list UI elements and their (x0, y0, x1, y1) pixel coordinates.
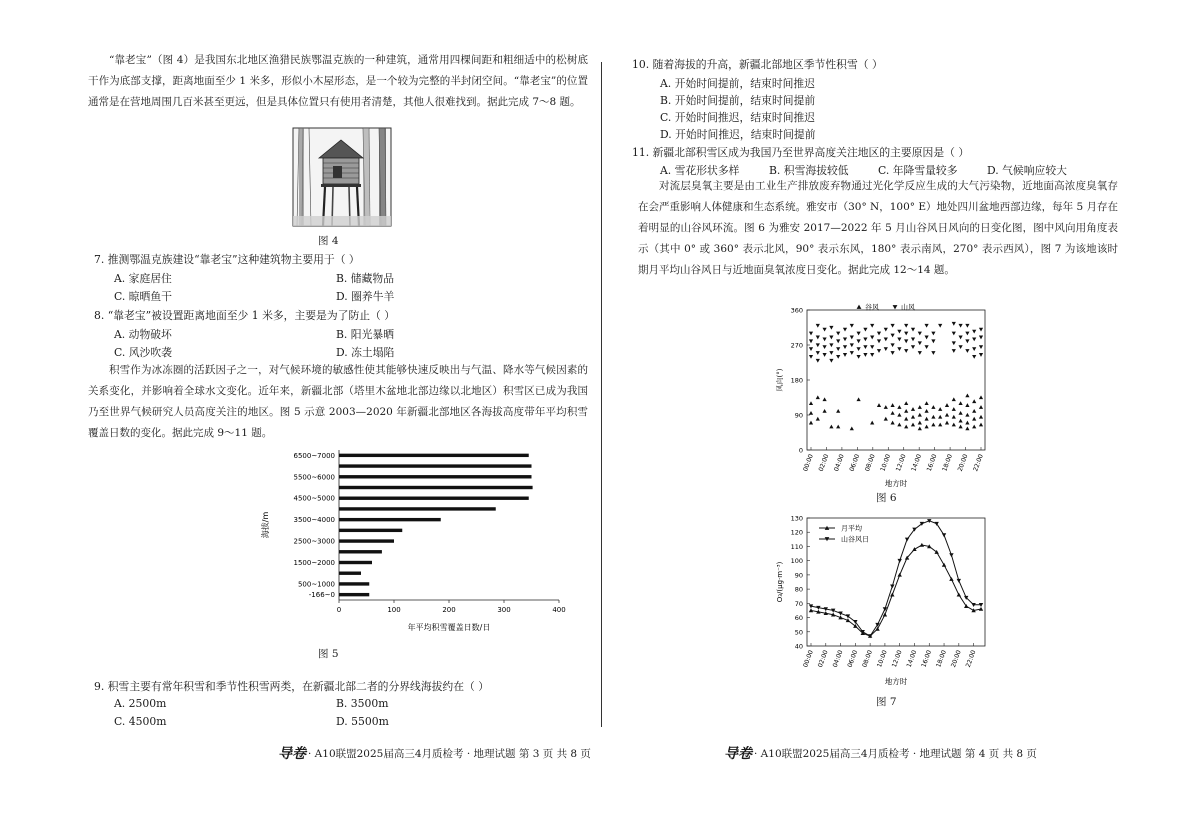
q10-option-c[interactable]: C. 开始时间推迟，结束时间推迟 (660, 111, 816, 124)
fig6-valley-wind-point (959, 425, 963, 429)
fig6-valley-wind-point (891, 421, 895, 425)
fig5-bar (339, 454, 529, 457)
fig6-valley-wind-point (965, 427, 969, 431)
fig5-bar (339, 593, 369, 596)
fig6-x-tick-label: 04:00 (833, 453, 846, 473)
q8-option-d[interactable]: D. 冻土塌陷 (336, 346, 395, 359)
fig6-valley-wind-point (884, 405, 888, 409)
fig5-bar (339, 475, 532, 478)
fig7-legend-label: 月平均 (841, 524, 862, 533)
fig5-bar (339, 464, 532, 467)
fig6-mountain-wind-point (911, 345, 915, 349)
fig6-valley-wind-point (952, 423, 956, 427)
fig6-mountain-wind-point (884, 347, 888, 351)
fig6-mountain-wind-point (931, 351, 935, 355)
q7-option-c[interactable]: C. 晾晒鱼干 (114, 290, 172, 303)
q7-stem: 7. 推测鄂温克族建设“靠老宝”这种建筑物主要用于（ ） (94, 253, 360, 266)
q11-option-c[interactable]: C. 年降雪量较多 (878, 164, 958, 177)
fig5-bar (339, 507, 496, 510)
fig7-monthly-average-point (957, 593, 961, 597)
fig5-bar (339, 497, 529, 500)
fig6-y-tick-label: 0 (798, 446, 803, 455)
fig6-mountain-wind-point (891, 324, 895, 328)
fig6-valley-wind-point (972, 409, 976, 413)
fig6-mountain-wind-point (850, 351, 854, 355)
figure-4-caption: 图 4 (318, 235, 339, 247)
fig5-y-tick-label: 5500~6000 (293, 473, 335, 482)
fig7-x-tick-label: 10:00 (876, 649, 889, 669)
fig6-mountain-wind-point (918, 341, 922, 345)
fig6-valley-wind-point (945, 403, 949, 407)
fig6-valley-wind-point (938, 415, 942, 419)
fig7-x-tick-label: 00:00 (802, 649, 815, 669)
fig5-bar (339, 550, 382, 553)
fig6-valley-wind-point (911, 407, 915, 411)
fig6-valley-wind-point (904, 401, 908, 405)
fig6-valley-wind-point (979, 415, 983, 419)
fig7-monthly-average-line (811, 545, 981, 636)
fig6-valley-wind-point (965, 421, 969, 425)
left-footer-text: · A10联盟2025届高三4月质检考 · 地理试题 第 3 页 共 8 页 (308, 747, 591, 760)
figure-6-scatter-chart (772, 300, 997, 488)
q11-option-d[interactable]: D. 气候响应较大 (987, 164, 1067, 177)
fig7-y-tick-label: 80 (794, 585, 803, 594)
fig6-mountain-wind-point (816, 343, 820, 347)
fig7-x-tick-label: 14:00 (905, 649, 919, 669)
intro-q7-8: “靠老宝”（图 4）是我国东北地区渔猎民族鄂温克族的一种建筑，通常用四棵间距和粗细适中的松树底干作为底部支撑，距离地面至少 1 米多，形似小木屋形态，是一个较为完整的半封闭空间。“靠老宝”的位置通常是在营地周围几百米甚至更远，但是具体位置只有使用者清楚，其他人很难找到。据此完成 7～8 题。 (88, 54, 588, 108)
q7-option-b[interactable]: B. 储藏物品 (336, 272, 394, 285)
fig6-valley-wind-point (870, 421, 874, 425)
fig7-x-tick-label: 04:00 (831, 649, 845, 669)
fig6-valley-wind-point (938, 407, 942, 411)
fig6-mountain-wind-point (816, 336, 820, 340)
fig6-mountain-wind-point (877, 349, 881, 353)
fig6-mountain-wind-point (952, 341, 956, 345)
fig5-x-axis-title: 年平均积雪覆盖日数/日 (407, 623, 491, 632)
fig6-valley-wind-point (823, 397, 827, 401)
fig6-mountain-wind-point (904, 332, 908, 336)
fig6-x-tick-label: 18:00 (941, 453, 954, 473)
fig6-valley-wind-point (904, 425, 908, 429)
fig5-bar (339, 561, 372, 564)
fig6-x-tick-label: 20:00 (956, 453, 970, 473)
fig6-mountain-wind-point (972, 355, 976, 359)
fig7-monthly-average-point (912, 547, 916, 551)
fig7-y-tick-label: 40 (794, 642, 803, 651)
fig5-x-tick-label: 200 (442, 606, 456, 614)
fig7-monthly-average-point (809, 608, 813, 612)
fig6-valley-wind-point (809, 411, 813, 415)
fig6-valley-wind-point (877, 403, 881, 407)
figure-5-bar-chart (196, 446, 566, 632)
q11-stem: 11. 新疆北部积雪区成为我国乃至世界高度关注地区的主要原因是（ ） (632, 146, 970, 159)
fig6-valley-wind-point (823, 409, 827, 413)
fig7-monthly-average-point (890, 593, 894, 597)
fig6-mountain-wind-point (904, 339, 908, 343)
fig6-y-tick-label: 180 (790, 376, 803, 385)
fig6-y-tick-label: 90 (794, 411, 803, 420)
fig7-y-tick-label: 120 (790, 528, 803, 537)
fig6-valley-wind-point (979, 405, 983, 409)
fig6-mountain-wind-point (836, 339, 840, 343)
fig6-valley-wind-point (911, 415, 915, 419)
fig5-bar (339, 529, 402, 532)
fig6-valley-wind-point (911, 423, 915, 427)
fig7-monthly-average-point (949, 577, 953, 581)
fig6-valley-wind-point (816, 395, 820, 399)
fig7-y-tick-label: 50 (794, 628, 803, 637)
fig7-monthly-average-point (897, 573, 901, 577)
q10-option-a[interactable]: A. 开始时间提前，结束时间推迟 (660, 77, 816, 90)
fig6-mountain-wind-point (870, 345, 874, 349)
fig5-bar (339, 539, 394, 542)
fig5-y-tick-label: 1500~2000 (293, 559, 335, 567)
fig6-valley-wind-point (836, 409, 840, 413)
fig6-valley-wind-point (972, 399, 976, 403)
fig6-mountain-wind-point (857, 339, 861, 343)
fig6-mountain-wind-point (897, 337, 901, 341)
fig7-plot-frame (807, 518, 985, 646)
fig5-y-axis-title: 海拔/m (261, 511, 270, 539)
fig6-mountain-wind-point (979, 336, 983, 340)
fig6-mountain-wind-point (863, 353, 867, 357)
fig6-mountain-wind-point (918, 351, 922, 355)
fig6-valley-wind-point (829, 425, 833, 429)
fig6-valley-wind-point (918, 413, 922, 417)
fig6-valley-wind-point (965, 403, 969, 407)
fig6-mountain-wind-point (829, 336, 833, 340)
fig7-valley-wind-day-point (890, 585, 894, 589)
q10-stem: 10. 随着海拔的升高，新疆北部地区季节性积雪（ ） (632, 58, 883, 71)
fig6-valley-wind-point (850, 427, 854, 431)
fig6-valley-wind-point (809, 421, 813, 425)
fig6-x-tick-label: 14:00 (910, 453, 924, 473)
fig6-x-tick-label: 06:00 (848, 453, 862, 473)
q10-option-b[interactable]: B. 开始时间提前，结束时间提前 (660, 94, 816, 107)
fig6-mountain-wind-point (952, 332, 956, 336)
fig6-valley-wind-point (979, 395, 983, 399)
fig6-y-axis-title: 风向(°) (776, 368, 784, 392)
fig6-mountain-wind-point (870, 336, 874, 340)
fig6-mountain-wind-point (925, 324, 929, 328)
fig7-x-tick-label: 22:00 (964, 649, 978, 669)
fig6-mountain-wind-point (972, 337, 976, 341)
fig7-x-tick-label: 20:00 (950, 649, 963, 669)
fig6-valley-wind-point (965, 413, 969, 417)
fig6-mountain-wind-point (965, 332, 969, 336)
fig6-mountain-wind-point (863, 337, 867, 341)
fig6-mountain-wind-point (884, 328, 888, 332)
fig7-valley-wind-day-point (949, 553, 953, 557)
fig6-valley-wind-point (965, 393, 969, 397)
fig6-valley-wind-point (897, 405, 901, 409)
fig6-mountain-wind-point (925, 345, 929, 349)
fig6-mountain-wind-point (850, 336, 854, 340)
fig5-x-tick-label: 100 (387, 606, 401, 614)
fig6-mountain-wind-point (918, 332, 922, 336)
fig6-valley-wind-point (925, 425, 929, 429)
fig6-valley-wind-point (931, 423, 935, 427)
fig6-mountain-wind-point (965, 324, 969, 328)
fig7-monthly-average-point (920, 543, 924, 547)
fig6-valley-wind-point (884, 417, 888, 421)
fig7-valley-wind-day-point (905, 538, 909, 542)
fig6-mountain-wind-point (938, 324, 942, 328)
right-footer-text: · A10联盟2025届高三4月质检考 · 地理试题 第 4 页 共 8 页 (754, 747, 1037, 760)
q9-option-d[interactable]: D. 5500m (336, 715, 389, 728)
fig7-x-tick-label: 08:00 (861, 649, 875, 669)
fig6-valley-wind-point (816, 417, 820, 421)
q7-option-d[interactable]: D. 圈养牛羊 (336, 290, 395, 303)
fig6-mountain-wind-point (823, 345, 827, 349)
fig6-valley-wind-point (931, 405, 935, 409)
fig6-mountain-wind-point (959, 345, 963, 349)
fig6-x-tick-label: 00:00 (802, 453, 815, 473)
fig6-mountain-wind-point (836, 355, 840, 359)
fig5-bar (339, 486, 533, 489)
fig6-mountain-wind-point (979, 353, 983, 357)
fig7-valley-wind-day-point (897, 559, 901, 563)
q8-stem: 8. “靠老宝”被设置距离地面至少 1 米多，主要是为了防止（ ） (94, 309, 396, 322)
fig5-y-tick-label: 4500~5000 (293, 494, 335, 503)
fig6-mountain-wind-point (823, 353, 827, 357)
fig6-valley-wind-point (897, 423, 901, 427)
fig7-y-tick-label: 130 (790, 514, 803, 523)
fig6-mountain-wind-point (816, 359, 820, 363)
fig6-mountain-wind-point (952, 349, 956, 353)
q9-stem: 9. 积雪主要有常年积雪和季节性积雪两类，在新疆北部二者的分界线海拔约在（ ） (94, 680, 490, 693)
fig6-x-axis-title: 地方时 (884, 479, 908, 488)
fig6-mountain-wind-point (836, 332, 840, 336)
q8-option-b[interactable]: B. 阳光暴晒 (336, 328, 394, 341)
fig6-mountain-wind-point (925, 336, 929, 340)
fig6-valley-wind-point (925, 417, 929, 421)
figure-6-caption: 图 6 (876, 492, 897, 504)
fig6-valley-wind-point (857, 397, 861, 401)
fig6-valley-wind-point (952, 415, 956, 419)
fig6-mountain-wind-point (952, 322, 956, 326)
fig5-bar (339, 582, 369, 585)
intro-q9-11: 积雪作为冰冻圈的活跃因子之一，对气候环境的敏感性使其能够快速反映出与气温、降水等气候因素的关系变化，并影响着全球水文变化。近年来，新疆北部（塔里木盆地北部边缘以北地区）积雪区已成为我国乃至世界气候研究人员高度关注的地区。图 5 示意 2003—2020 年新疆北部地区各海拔高度带年平均积雪覆盖日数的变化。据此完成 9～11 题。 (88, 364, 588, 439)
fig7-y-tick-label: 100 (790, 557, 803, 566)
q8-option-c[interactable]: C. 风沙吹袭 (114, 346, 172, 359)
fig6-mountain-wind-point (823, 337, 827, 341)
fig6-mountain-wind-point (965, 339, 969, 343)
fig6-mountain-wind-point (809, 332, 813, 336)
fig6-mountain-wind-point (843, 353, 847, 357)
fig6-valley-wind-point (925, 409, 929, 413)
fig5-y-tick-label: 6500~7000 (293, 451, 335, 460)
fig6-mountain-wind-point (850, 343, 854, 347)
fig6-y-tick-label: 270 (790, 341, 803, 350)
fig7-x-axis-title: 地方时 (884, 677, 908, 686)
fig6-valley-wind-point (891, 411, 895, 415)
fig6-mountain-wind-point (959, 336, 963, 340)
fig6-mountain-wind-point (843, 345, 847, 349)
fig5-y-tick-label: 2500~3000 (293, 537, 335, 546)
fig7-y-axis-title: O₃/(μg·m⁻³) (776, 561, 784, 603)
fig6-mountain-wind-point (829, 351, 833, 355)
fig7-monthly-average-point (942, 563, 946, 567)
q9-option-b[interactable]: B. 3500m (336, 697, 389, 710)
fig6-mountain-wind-point (829, 326, 833, 330)
fig6-mountain-wind-point (877, 332, 881, 336)
fig6-valley-wind-point (918, 405, 922, 409)
fig6-mountain-wind-point (850, 324, 854, 328)
fig6-x-tick-label: 12:00 (894, 453, 908, 473)
fig5-bar (339, 518, 441, 521)
fig6-mountain-wind-point (870, 324, 874, 328)
fig6-mountain-wind-point (829, 343, 833, 347)
fig7-valley-wind-day-line (811, 521, 981, 636)
fig6-plot-frame (807, 310, 985, 450)
fig6-x-tick-label: 10:00 (879, 453, 893, 473)
q9-option-c[interactable]: C. 4500m (114, 715, 167, 728)
fig6-x-tick-label: 16:00 (925, 453, 939, 473)
fig6-mountain-wind-point (911, 328, 915, 332)
fig6-valley-wind-point (938, 423, 942, 427)
fig7-y-tick-label: 60 (794, 614, 803, 623)
fig6-mountain-wind-point (972, 330, 976, 334)
fig6-legend-mountain-label: 山风 (901, 303, 915, 312)
fig5-x-tick-label: 400 (552, 606, 566, 614)
fig6-valley-wind-point (959, 419, 963, 423)
fig6-mountain-wind-point (979, 328, 983, 332)
fig6-valley-wind-point (979, 423, 983, 427)
fig6-x-tick-label: 08:00 (864, 453, 877, 473)
fig6-valley-wind-point (904, 409, 908, 413)
fig6-valley-wind-point (959, 401, 963, 405)
fig6-mountain-wind-point (857, 355, 861, 359)
fig7-x-tick-label: 12:00 (890, 649, 904, 669)
intro-q12-14: 对流层臭氧主要是由工业生产排放废弃物通过光化学反应生成的大气污染物，近地面高浓度臭氧存在会严重影响人体健康和生态系统。雅安市（30° N，100° E）地处四川盆地西部边缘，每年 5 月存在着明显的山谷风环流。图 6 为雅安 2017—2022 年 5 月山谷风日风向的日变化图，图中风向用角度表示（其中 0° 或 360° 表示北风，90° 表示东风，180° 表示南风，270° 表示西风），图 7 为该地该时期月平均山谷风日与近地面臭氧浓度日变化。据此完成 12～14 题。 (638, 180, 1118, 276)
fig6-mountain-wind-point (809, 347, 813, 351)
fig6-mountain-wind-point (891, 351, 895, 355)
fig6-valley-wind-point (891, 403, 895, 407)
q11-option-b[interactable]: B. 积雪海拔较低 (769, 164, 849, 177)
figure-4-image (293, 128, 391, 226)
fig6-mountain-wind-point (836, 347, 840, 351)
fig7-valley-wind-day-point (942, 533, 946, 537)
fig7-y-tick-label: 110 (790, 542, 803, 551)
fig5-y-tick-label: 3500~4000 (293, 516, 335, 525)
fig6-mountain-wind-point (816, 324, 820, 328)
fig6-valley-wind-point (918, 427, 922, 431)
q11-option-a[interactable]: A. 雪花形状多样 (660, 164, 740, 177)
left-footer (278, 743, 591, 763)
fig6-legend-valley-label: 谷风 (865, 303, 879, 312)
fig7-legend-label: 山谷风日 (841, 535, 869, 544)
fig7-x-tick-label: 02:00 (816, 649, 830, 669)
figure-5-caption: 图 5 (318, 648, 339, 660)
fig6-mountain-wind-point (897, 347, 901, 351)
fig6-mountain-wind-point (809, 339, 813, 343)
fig6-mountain-wind-point (904, 349, 908, 353)
fig6-valley-wind-point (945, 421, 949, 425)
q9-option-a[interactable]: A. 2500m (114, 697, 167, 710)
fig6-mountain-wind-point (816, 351, 820, 355)
fig6-mountain-wind-point (911, 337, 915, 341)
q7-option-a[interactable]: A. 家庭居住 (114, 272, 172, 285)
fig6-mountain-wind-point (809, 355, 813, 359)
fig6-mountain-wind-point (823, 328, 827, 332)
fig6-valley-wind-point (897, 413, 901, 417)
fig6-valley-wind-point (918, 421, 922, 425)
fig6-mountain-wind-point (931, 332, 935, 336)
fig6-valley-wind-point (809, 401, 813, 405)
fig6-valley-wind-point (925, 401, 929, 405)
fig6-valley-wind-point (959, 411, 963, 415)
fig6-mountain-wind-point (870, 353, 874, 357)
fig7-x-tick-label: 06:00 (846, 649, 860, 669)
fig6-mountain-wind-point (863, 328, 867, 332)
fig6-legend-mountain-marker (893, 305, 898, 309)
fig6-mountain-wind-point (965, 349, 969, 353)
fig7-y-tick-label: 90 (794, 571, 803, 580)
fig6-mountain-wind-point (979, 345, 983, 349)
fig5-x-tick-label: 300 (497, 606, 511, 614)
page-divider (601, 62, 602, 727)
q10-option-d[interactable]: D. 开始时间推迟，结束时间提前 (660, 128, 816, 141)
fig6-mountain-wind-point (897, 330, 901, 334)
fig6-mountain-wind-point (891, 343, 895, 347)
fig6-mountain-wind-point (829, 359, 833, 363)
figure-7-line-chart (772, 512, 997, 692)
fig5-y-tick-label: -166~0 (308, 591, 335, 600)
fig5-y-tick-label: 500~1000 (297, 580, 335, 589)
fig6-mountain-wind-point (891, 334, 895, 338)
fig7-y-tick-label: 70 (794, 599, 803, 608)
fig6-x-tick-label: 02:00 (817, 453, 831, 473)
fig6-mountain-wind-point (931, 339, 935, 343)
fig7-valley-wind-day-point (957, 579, 961, 583)
fig6-mountain-wind-point (843, 337, 847, 341)
fig6-valley-wind-point (952, 407, 956, 411)
q8-option-a[interactable]: A. 动物破坏 (114, 328, 172, 341)
fig6-mountain-wind-point (904, 324, 908, 328)
fig6-mountain-wind-point (884, 337, 888, 341)
brand-logo: 导卷 (278, 746, 306, 762)
fig6-legend-valley-marker (857, 305, 862, 309)
fig7-x-tick-label: 16:00 (920, 649, 934, 669)
fig6-valley-wind-point (945, 413, 949, 417)
fig6-mountain-wind-point (843, 328, 847, 332)
right-footer (724, 743, 1037, 763)
fig5-bar (339, 572, 361, 575)
fig6-y-tick-label: 360 (790, 306, 803, 315)
fig6-valley-wind-point (904, 417, 908, 421)
figure-7-caption: 图 7 (876, 696, 897, 708)
fig6-mountain-wind-point (857, 347, 861, 351)
fig6-mountain-wind-point (877, 339, 881, 343)
fig6-mountain-wind-point (863, 345, 867, 349)
fig7-monthly-average-point (979, 607, 983, 611)
fig6-valley-wind-point (931, 415, 935, 419)
fig6-mountain-wind-point (959, 324, 963, 328)
fig6-valley-wind-point (952, 397, 956, 401)
fig6-mountain-wind-point (857, 332, 861, 336)
fig6-valley-wind-point (972, 425, 976, 429)
fig5-x-tick-label: 0 (336, 606, 342, 614)
brand-logo: 导卷 (724, 746, 752, 762)
fig6-x-tick-label: 22:00 (972, 453, 985, 473)
fig6-mountain-wind-point (972, 347, 976, 351)
fig7-x-tick-label: 18:00 (935, 649, 948, 669)
fig6-valley-wind-point (972, 417, 976, 421)
fig6-valley-wind-point (836, 425, 840, 429)
